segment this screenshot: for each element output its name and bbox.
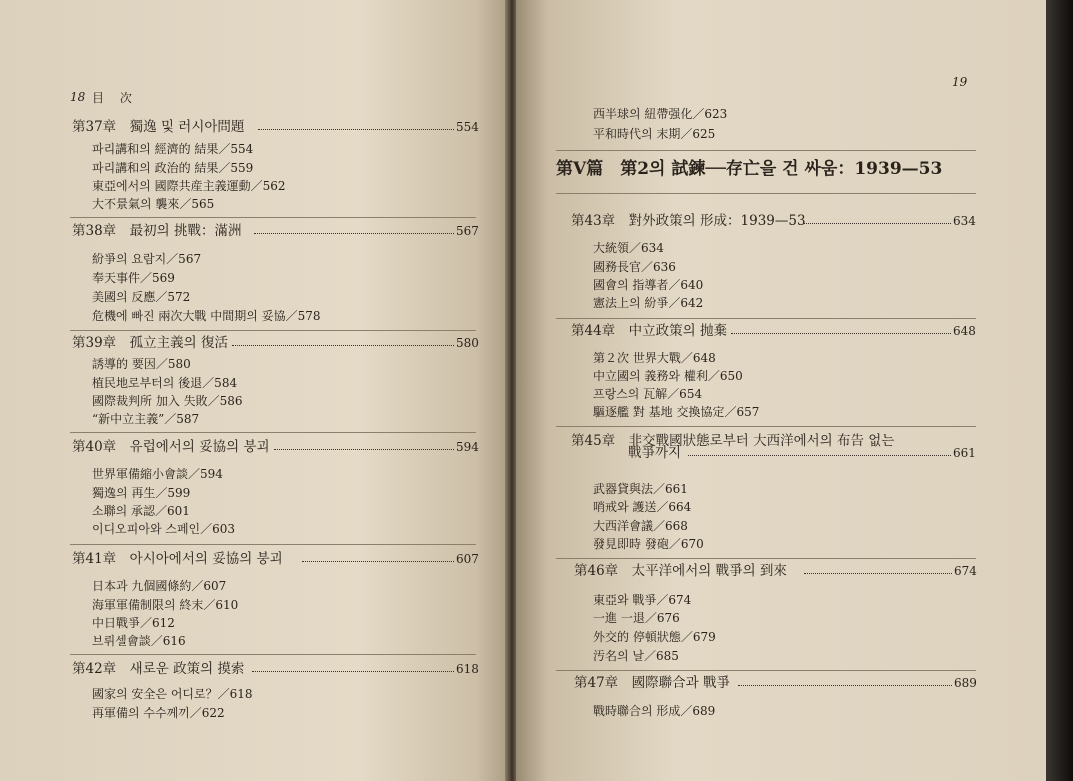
section-divider <box>70 432 476 433</box>
toc-item[interactable]: 大統領／634 <box>593 241 664 255</box>
chapter-page: 607 <box>456 552 479 566</box>
toc-item[interactable]: 武器貸與法／661 <box>593 482 688 496</box>
toc-item[interactable]: 外交的 停頓狀態／679 <box>593 630 716 644</box>
toc-chapter-44[interactable] <box>571 322 978 340</box>
toc-item[interactable]: 汚名의 날／685 <box>593 649 679 663</box>
dot-leader <box>688 444 951 456</box>
chapter-title: 第46章 太平洋에서의 戰爭의 到來 <box>574 563 787 579</box>
toc-item[interactable]: 紛爭의 요람지／567 <box>92 252 202 266</box>
toc-chapter-47[interactable] <box>574 674 978 692</box>
toc-item[interactable]: “新中立主義”／587 <box>92 412 200 426</box>
toc-item[interactable]: 海軍軍備制限의 終末／610 <box>92 598 239 612</box>
section-divider <box>70 330 476 331</box>
chapter-title: 第42章 새로운 政策의 摸索 <box>72 661 245 677</box>
chapter-title: 第39章 孤立主義의 復活 <box>72 335 229 351</box>
toc-item[interactable]: 大西洋會議／668 <box>593 519 688 533</box>
right-page-number: 19 <box>952 75 968 89</box>
chapter-title: 第40章 유럽에서의 妥協의 붕괴 <box>72 439 270 455</box>
right-page <box>516 0 1046 781</box>
chapter-page: 674 <box>954 564 977 578</box>
chapter-title: 第41章 아시아에서의 妥協의 붕괴 <box>72 551 283 567</box>
toc-item[interactable]: 中立國의 義務와 權利／650 <box>593 369 743 383</box>
chapter-title-continuation: 戰爭까지 <box>628 445 682 461</box>
toc-item[interactable]: 파리講和의 經濟的 結果／554 <box>92 142 254 156</box>
dot-leader <box>274 438 454 450</box>
chapter-page: 618 <box>456 662 479 676</box>
toc-item[interactable]: 美國의 反應／572 <box>92 290 191 304</box>
toc-item[interactable]: 一進 一退／676 <box>593 611 680 625</box>
left-page <box>0 0 512 781</box>
toc-item[interactable]: 國際裁判所 加入 失敗／586 <box>92 394 243 408</box>
toc-item[interactable]: 奉天事件／569 <box>92 271 175 285</box>
chapter-page: 689 <box>954 676 977 690</box>
section-divider <box>70 217 476 218</box>
dot-leader <box>232 334 454 346</box>
toc-item[interactable]: 憲法上의 紛爭／642 <box>593 296 704 310</box>
chapter-page: 580 <box>456 336 479 350</box>
toc-item[interactable]: 東亞와 戰爭／674 <box>593 593 692 607</box>
dot-leader <box>252 660 454 672</box>
toc-chapter-41[interactable] <box>72 550 478 568</box>
toc-item[interactable]: 中日戰爭／612 <box>92 616 175 630</box>
toc-item[interactable]: 危機에 빠진 兩次大戰 中間期의 妥協／578 <box>92 309 321 323</box>
chapter-page: 594 <box>456 440 479 454</box>
toc-item[interactable]: 戰時聯合의 形成／689 <box>593 704 716 718</box>
section-divider <box>70 654 476 655</box>
toc-item[interactable]: 平和時代의 末期／625 <box>593 127 716 141</box>
toc-item[interactable]: 國家의 安全은 어디로？／618 <box>92 687 253 701</box>
left-header-label: 目 次 <box>92 91 138 105</box>
toc-chapter-39[interactable] <box>72 334 478 352</box>
chapter-title: 第45章 非交戰國狀態로부터 大西洋에서의 布告 없는 <box>571 433 895 449</box>
toc-item[interactable]: 發見即時 發砲／670 <box>593 537 704 551</box>
toc-item[interactable]: 파리講和의 政治的 結果／559 <box>92 161 254 175</box>
toc-item[interactable]: 西半球의 紐帶强化／623 <box>593 107 728 121</box>
toc-item[interactable]: 國會의 指導者／640 <box>593 278 704 292</box>
toc-item[interactable]: 프랑스의 瓦解／654 <box>593 387 703 401</box>
toc-item[interactable]: 驅逐艦 對 基地 交換協定／657 <box>593 405 760 419</box>
toc-chapter-40[interactable] <box>72 438 478 456</box>
section-divider <box>556 426 976 427</box>
toc-item[interactable]: 日本과 九個國條約／607 <box>92 579 227 593</box>
chapter-title: 第43章 對外政策의 形成：1939—53 <box>571 213 806 229</box>
chapter-page: 661 <box>953 446 976 460</box>
part-title[interactable]: 第Ⅴ篇 第2의 試鍊──存亡을 건 싸움：1939—53 <box>556 159 943 179</box>
toc-item[interactable]: 誘導的 要因／580 <box>92 357 191 371</box>
toc-item[interactable]: 植民地로부터의 後退／584 <box>92 376 238 390</box>
section-divider <box>556 558 976 559</box>
dot-leader <box>804 562 952 574</box>
dot-leader <box>738 674 952 686</box>
toc-chapter-37[interactable] <box>72 118 478 136</box>
toc-chapter-38[interactable] <box>72 222 478 240</box>
dot-leader <box>254 222 454 234</box>
toc-item[interactable]: 哨戒와 護送／664 <box>593 500 692 514</box>
toc-item[interactable]: 世界軍備縮小會談／594 <box>92 467 223 481</box>
section-divider <box>556 670 976 671</box>
toc-item[interactable]: 브뤼셀會談／616 <box>92 634 186 648</box>
dot-leader <box>258 118 454 130</box>
toc-item[interactable]: 이디오피아와 스페인／603 <box>92 522 236 536</box>
toc-item[interactable]: 國務長官／636 <box>593 260 676 274</box>
section-divider <box>556 318 976 319</box>
chapter-page: 567 <box>456 224 479 238</box>
chapter-page: 648 <box>953 324 976 338</box>
toc-chapter-46[interactable] <box>574 562 978 580</box>
chapter-title: 第44章 中立政策의 抛棄 <box>571 323 728 339</box>
book-cover-edge <box>1046 0 1073 781</box>
chapter-page: 554 <box>456 120 479 134</box>
toc-item[interactable]: 獨逸의 再生／599 <box>92 486 191 500</box>
chapter-title: 第38章 最初의 挑戰：滿洲 <box>72 223 242 239</box>
toc-item[interactable]: 再軍備의 수수께끼／622 <box>92 706 225 720</box>
toc-item[interactable]: 大不景氣의 襲來／565 <box>92 197 215 211</box>
toc-chapter-43[interactable] <box>571 212 978 230</box>
left-page-number: 18 <box>70 90 86 104</box>
toc-item[interactable]: 第２次 世界大戰／648 <box>593 351 716 365</box>
section-divider <box>556 150 976 151</box>
chapter-title: 第37章 獨逸 및 러시아問題 <box>72 119 245 135</box>
toc-chapter-45-continuation[interactable] <box>628 444 978 462</box>
dot-leader <box>302 550 454 562</box>
dot-leader <box>731 322 951 334</box>
section-divider <box>70 544 476 545</box>
toc-item[interactable]: 東亞에서의 國際共産主義運動／562 <box>92 179 286 193</box>
section-divider <box>556 193 976 194</box>
chapter-page: 634 <box>953 214 976 228</box>
dot-leader <box>803 212 951 224</box>
chapter-title: 第47章 國際聯合과 戰爭 <box>574 675 731 691</box>
toc-item[interactable]: 소聯의 承認／601 <box>92 504 190 518</box>
toc-chapter-42[interactable] <box>72 660 478 678</box>
